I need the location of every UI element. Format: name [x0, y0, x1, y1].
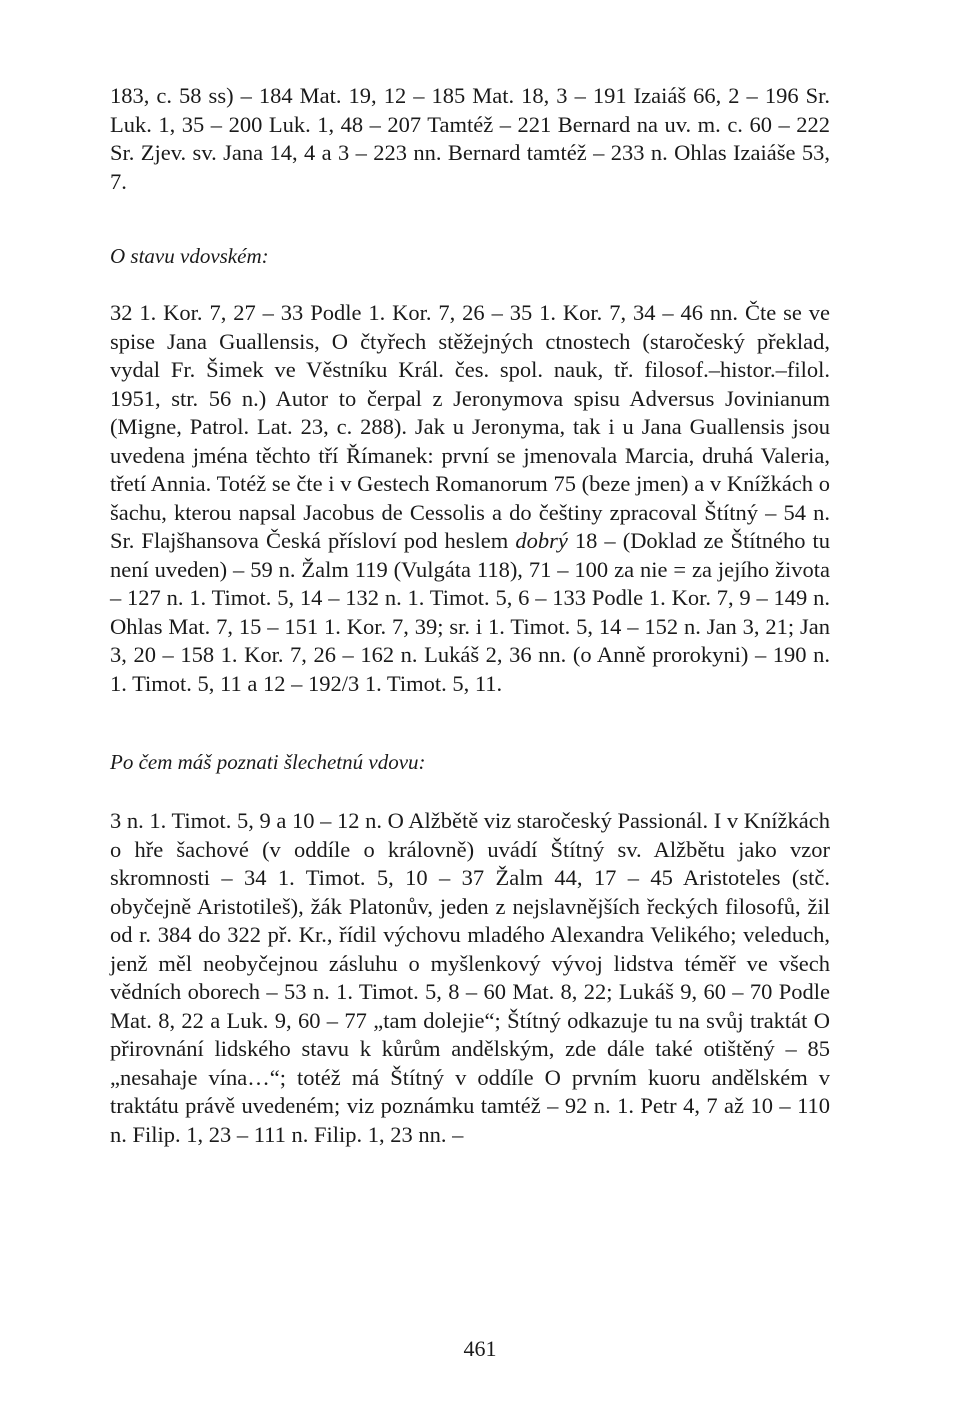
section-heading-noble-widow: Po čem máš poznati šlechetnú vdovu:: [110, 750, 426, 774]
widowhood-paragraph-end: 18 – (Doklad ze Štítného tu není uveden) – 59 n. Žalm 119 (Vulgáta 118), 71 – 100 za nie = za jejího života – 127 n. 1. Timot. 5, 14 – 132 n. 1. Timot. 5, 6 – 133 Podle 1. Kor. 7, 9 – 149 n. Ohlas Mat. 7, 15 – 151 1. Kor. 7, 39; sr. i 1. Timot. 5, 14 – 152 n. Jan 3, 21; Jan 3, 20 – 158 1. Kor. 7, 26 – 162 n. Lukáš 2, 36 nn. (o Anně prorokyni) – 190 n. 1. Timot. 5, 11 a 12 – 192/3 1. Timot. 5, 11.: [110, 528, 831, 696]
italic-word: dobrý: [515, 528, 568, 553]
widowhood-paragraph: [110, 299, 830, 698]
page-number: 461: [463, 1336, 497, 1361]
page-body: [110, 82, 830, 1149]
widowhood-paragraph-text: 32 1. Kor. 7, 27 – 33 Podle 1. Kor. 7, 26 – 35 1. Kor. 7, 34 – 46 nn. Čte se ve spise Jana Guallensis, O čtyřech stěžejných ctnostech (staročeský překlad, vydal Fr. Šimek ve Věstníku Král. čes. spol. nauk, tř. filosof.–histor.–filol. 1951, str. 56 n.) Autor to čerpal z Jeronymova spisu Adversus Jovinianum (Migne, Patrol. Lat. 23, c. 288). Jak u Jeronyma, tak i u Jana Guallensis jsou uvedena jména těchto tří Římanek: první se jmenovala Marcia, druhá Valeria, třetí Annia. Totéž se čte i v Gestech Romanorum 75 (beze jmen) a v Knížkách o šachu, kterou napsal Jacobus de Cessolis a do češtiny zpracoval Štítný – 54 n. Sr. Flajšhansova Česká přísloví pod heslem: [110, 300, 830, 553]
section-heading-widowhood: O stavu vdovském:: [110, 244, 269, 268]
noble-widow-paragraph: 3 n. 1. Timot. 5, 9 a 10 – 12 n. O Alžbětě viz staročeský Passionál. I v Knížkách o hře šachové (v oddíle o královně) uvádí Štítný sv. Alžbětu jako vzor skromnosti – 34 1. Timot. 5, 10 – 37 Žalm 44, 17 – 45 Aristoteles (stč. obyčejně Aristotileš), žák Platonův, jeden z nejslavnějších řeckých filosofů, žil od r. 384 do 322 př. Kr., řídil výchovu mladého Alexandra Velikého; veleduch, jenž měl neobyčejnou zásluhu o myšlenkový vývoj lidstva téměř ve všech vědních oborech – 53 n. 1. Timot. 5, 8 – 60 Mat. 8, 22; Lukáš 9, 60 – 70 Podle Mat. 8, 22 a Luk. 9, 60 – 77 „tam dolejie“; Štítný odkazuje tu na svůj traktát O přirovnání lidského stavu k kůrům andělským, zde dále také otištěný – 85 „nesahaje vína…“; totéž má Štítný v oddíle O prvním kuoru andělském v traktátu právě uvedeném; viz poznámku tamtéž – 92 n. 1. Petr 4, 7 až 10 – 110 n. Filip. 1, 23 – 111 n. Filip. 1, 23 nn. –: [110, 808, 830, 1147]
intro-paragraph: 183, c. 58 ss) – 184 Mat. 19, 12 – 185 Mat. 18, 3 – 191 Izaiáš 66, 2 – 196 Sr. Luk. 1, 35 – 200 Luk. 1, 48 – 207 Tamtéž – 221 Bernard na uv. m. c. 60 – 222 Sr. Zjev. sv. Jana 14, 4 a 3 – 223 nn. Bernard tamtéž – 233 n. Ohlas Izaiáše 53, 7.: [110, 83, 830, 194]
